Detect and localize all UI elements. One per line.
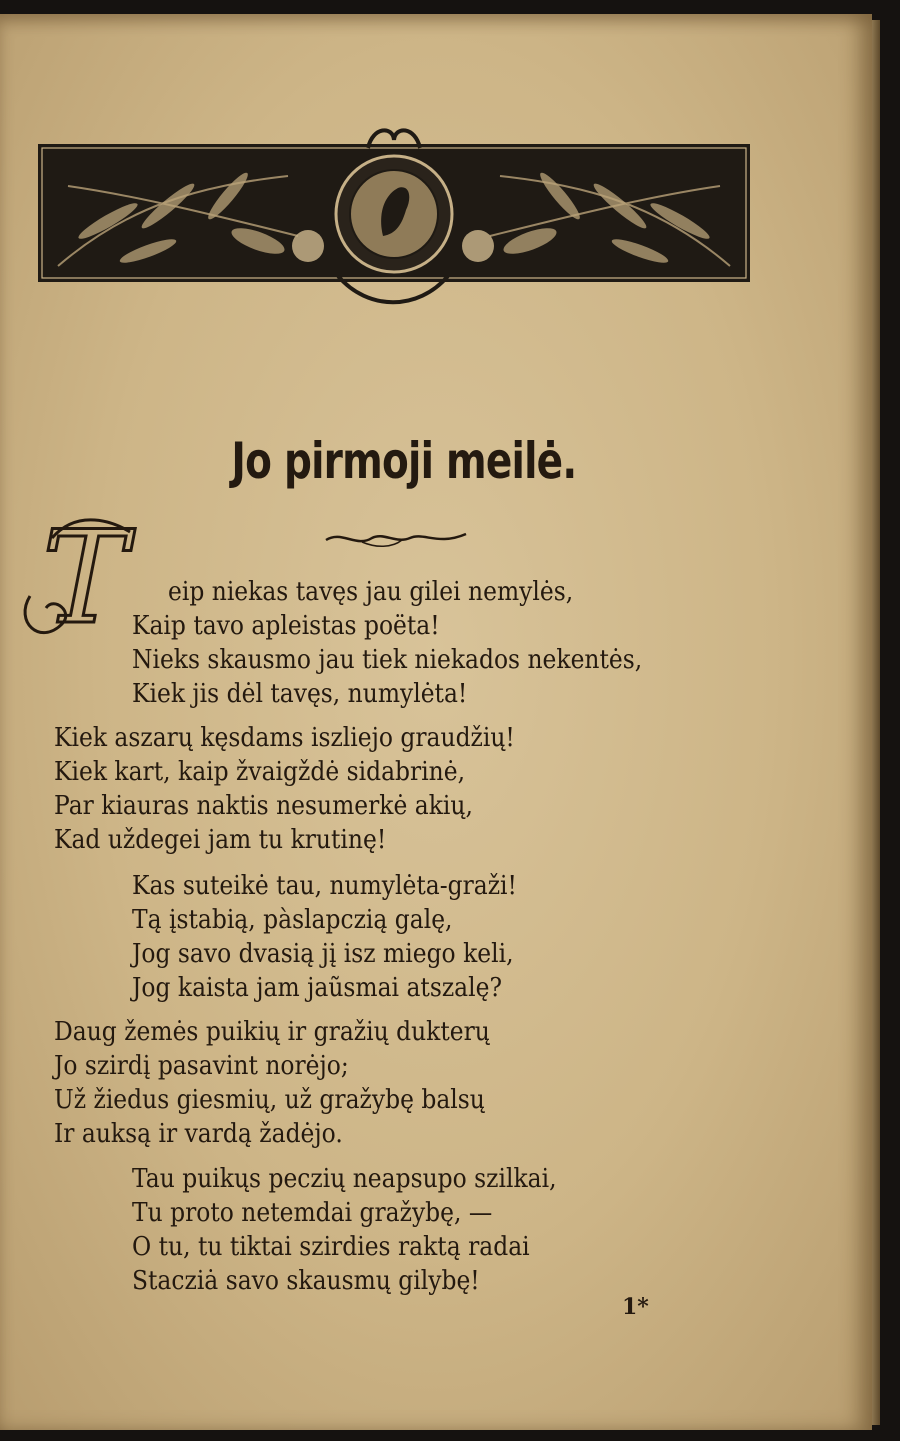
poem-line: Jog savo dvasią jį isz miego keli,: [132, 939, 514, 969]
title-ornament: [322, 528, 470, 550]
poem-line: Tą įstabią, pàslapczią galę,: [132, 905, 453, 935]
book-page: [0, 14, 872, 1430]
svg-text:T: T: [42, 504, 128, 653]
ornamental-headpiece: [38, 126, 750, 322]
poem-line: Kiek aszarų kęsdams iszliejo graudžių!: [54, 723, 515, 753]
poem-line: Daug žemės puikių ir gražių dukterų: [54, 1017, 490, 1047]
poem-line: Nieks skausmo jau tiek niekados nekentės,: [132, 645, 643, 675]
poem-line: O tu, tu tiktai szirdies raktą radai: [132, 1232, 530, 1262]
poem-line: eip niekas tavęs jau gilei nemylės,: [168, 577, 574, 607]
poem-line: Ir auksą ir vardą žadėjo.: [54, 1119, 343, 1149]
page-edge: [872, 20, 880, 1425]
poem-line: Par kiauras naktis nesumerkė akių,: [54, 791, 473, 821]
poem-line: Už žiedus giesmių, už gražybę balsų: [54, 1085, 485, 1115]
decorative-dropcap: [18, 496, 142, 656]
poem-line: Jo szirdį pasavint norėjo;: [54, 1051, 349, 1081]
poem-line: Jog kaista jam jaũsmai atszalę?: [132, 973, 503, 1003]
poem-title: Jo pirmoji meilė.: [231, 432, 577, 490]
poem-line: Stacziȧ savo skausmų gilybę!: [132, 1266, 480, 1296]
poem-line: Tau puikųs peczių neapsupo szilkai,: [132, 1164, 557, 1194]
page-number: 1*: [622, 1294, 649, 1320]
poem-line: Tu proto netemdai gražybę, —: [132, 1198, 493, 1228]
poem-line: Kas suteikė tau, numylėta-graži!: [132, 871, 517, 901]
poem-line: Kiek jis dėl tavęs, numylėta!: [132, 679, 468, 709]
poem-line: Kad uždegei jam tu krutinę!: [54, 825, 387, 855]
poem-line: Kaip tavo apleistas poëta!: [132, 611, 440, 641]
poem-line: Kiek kart, kaip žvaigždė sidabrinė,: [54, 757, 466, 787]
